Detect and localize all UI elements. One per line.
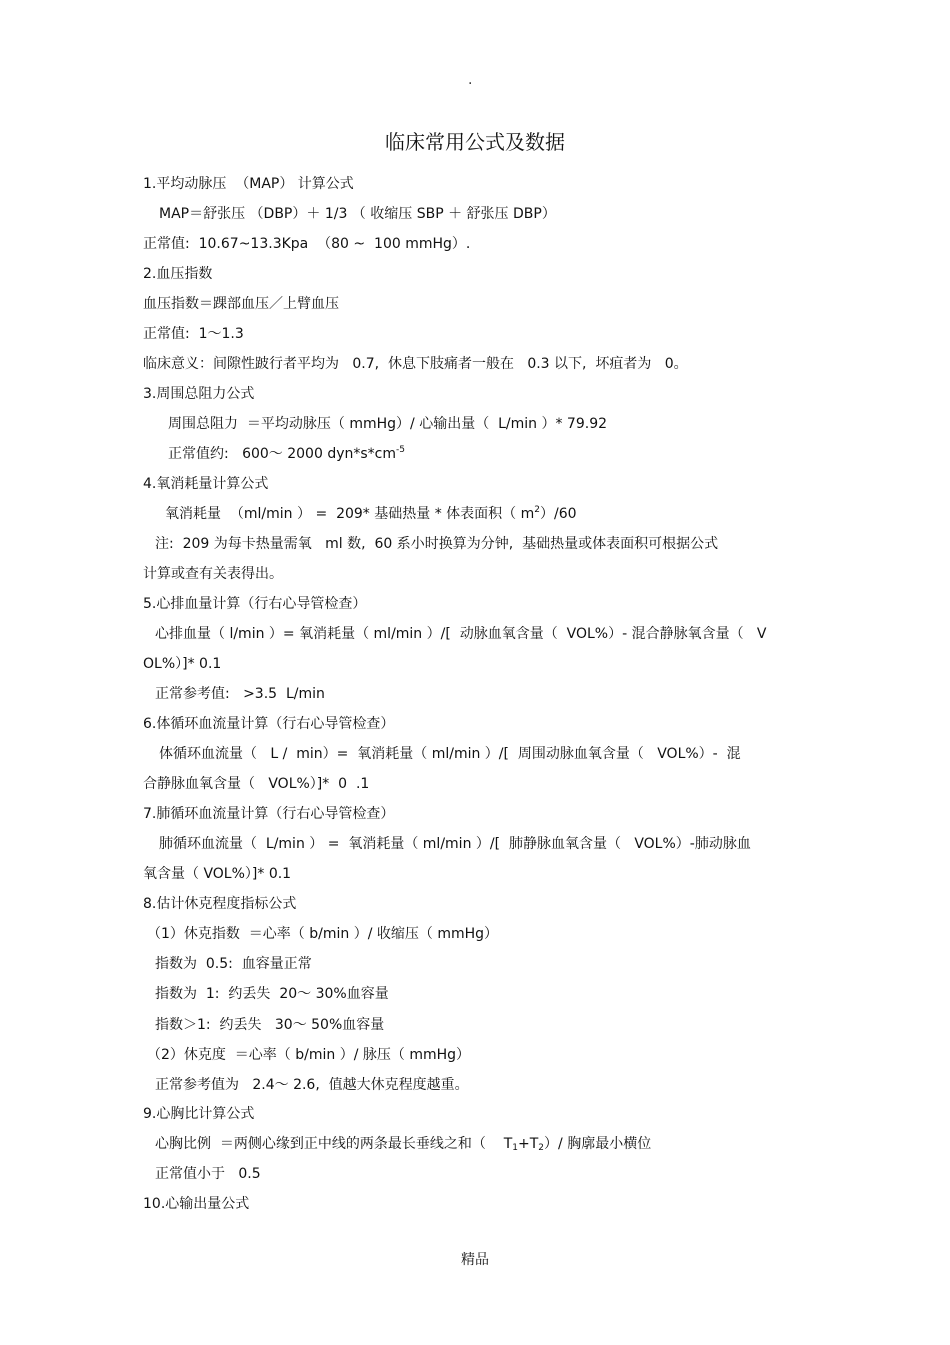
footer-label: 精品 bbox=[461, 1252, 489, 1268]
normal-bp-index: 正常值: 1～1.3 bbox=[143, 326, 244, 342]
formula-cardiac-output: 心排血量（ l/min ）= 氧消耗量（ ml/min ）/[ 动脉血氧含量（ VOL%）- 混合静脉氧含量（ V bbox=[155, 626, 767, 642]
formula-resistance: 周围总阻力 ＝平均动脉压（ mmHg）/ 心输出量（ L/min ）* 79.92 bbox=[168, 416, 608, 432]
clinical-meaning: 临床意义：间隙性跛行者平均为 0.7, 休息下肢痛者一般在 0.3 以下, 坏疽者为 0。 bbox=[143, 356, 688, 372]
heading-systemic-flow: 6.体循环血流量计算（行右心导管检查） bbox=[143, 716, 395, 732]
heading-bp-index: 2.血压指数 bbox=[143, 266, 213, 282]
formula-systemic-flow: 体循环血流量（ L / min）= 氧消耗量（ ml/min ）/[ 周围动脉血氧含量（ VOL%）- 混 bbox=[159, 746, 741, 762]
formula-cardiothoracic: 心胸比例 ＝两侧心缘到正中线的两条最长垂线之和（ $T_1+T_2)/$ 胸廓最小横位 bbox=[155, 1136, 652, 1153]
shock-index-1: 指数为 1: 约丢失 20～ 30%血容量 bbox=[155, 986, 389, 1002]
normal-cardiac-output: 正常参考值: >3.5 L/min bbox=[155, 686, 325, 702]
heading-cardiac-output: 5.心排血量计算（行右心导管检查） bbox=[143, 596, 367, 612]
heading-co-formula: 10.心输出量公式 bbox=[143, 1196, 250, 1212]
normal-cardiothoracic: 正常值小于 0.5 bbox=[155, 1166, 261, 1182]
normal-shock-degree: 正常参考值为 2.4～ 2.6, 值越大休克程度越重。 bbox=[155, 1077, 469, 1093]
formula-map: MAP＝舒张压 （DBP）＋ 1/3 （ 收缩压 SBP ＋ 舒张压 DBP） bbox=[159, 206, 556, 222]
page-title: 临床常用公式及数据 bbox=[385, 130, 565, 154]
normal-resistance: 正常值约: 600～ 2000 $dyn*s*cm^{-5}$ bbox=[168, 445, 405, 462]
formula-cardiac-output-cont: OL%）]* 0.1 bbox=[143, 656, 222, 672]
formula-o2: 氧消耗量 （ml/min ） = 209* 基础热量 * 体表面积（ $m^2)/60$ bbox=[165, 505, 577, 522]
note-o2-cont: 计算或查有关表得出。 bbox=[143, 566, 283, 582]
heading-o2: 4.氧消耗量计算公式 bbox=[143, 476, 269, 492]
heading-shock: 8.估计休克程度指标公式 bbox=[143, 896, 297, 912]
heading-cardiothoracic: 9.心胸比计算公式 bbox=[143, 1106, 255, 1122]
formula-pulmonary-flow: 肺循环血流量（ L/min ） = 氧消耗量（ ml/min ）/[ 肺静脉血氧含量（ VOL%）-肺动脉血 bbox=[159, 836, 751, 852]
formula-pulmonary-flow-cont: 氧含量（ VOL%）]* 0.1 bbox=[143, 866, 292, 882]
heading-resistance: 3.周围总阻力公式 bbox=[143, 386, 255, 402]
normal-map: 正常值: 10.67~13.3Kpa （80 ~ 100 mmHg）. bbox=[143, 236, 471, 252]
heading-map: 1.平均动脉压 （MAP） 计算公式 bbox=[143, 176, 354, 192]
header-dot: . bbox=[468, 72, 473, 88]
shock-index-05: 指数为 0.5: 血容量正常 bbox=[155, 956, 312, 972]
formula-bp-index: 血压指数＝踝部血压／上臂血压 bbox=[143, 296, 339, 312]
formula-systemic-flow-cont: 合静脉血氧含量（ VOL%）]* 0 .1 bbox=[143, 776, 370, 792]
heading-pulmonary-flow: 7.肺循环血流量计算（行右心导管检查） bbox=[143, 806, 395, 822]
shock-index-gt1: 指数＞1: 约丢失 30～ 50%血容量 bbox=[155, 1017, 385, 1033]
formula-shock-index: （1）休克指数 ＝心率（ b/min ）/ 收缩压（ mmHg） bbox=[147, 926, 499, 942]
note-o2: 注: 209 为每卡热量需氧 ml 数, 60 系小时换算为分钟, 基础热量或体表面积可根据公式 bbox=[155, 536, 719, 552]
formula-shock-degree: （2）休克度 ＝心率（ b/min ）/ 脉压（ mmHg） bbox=[147, 1047, 471, 1063]
